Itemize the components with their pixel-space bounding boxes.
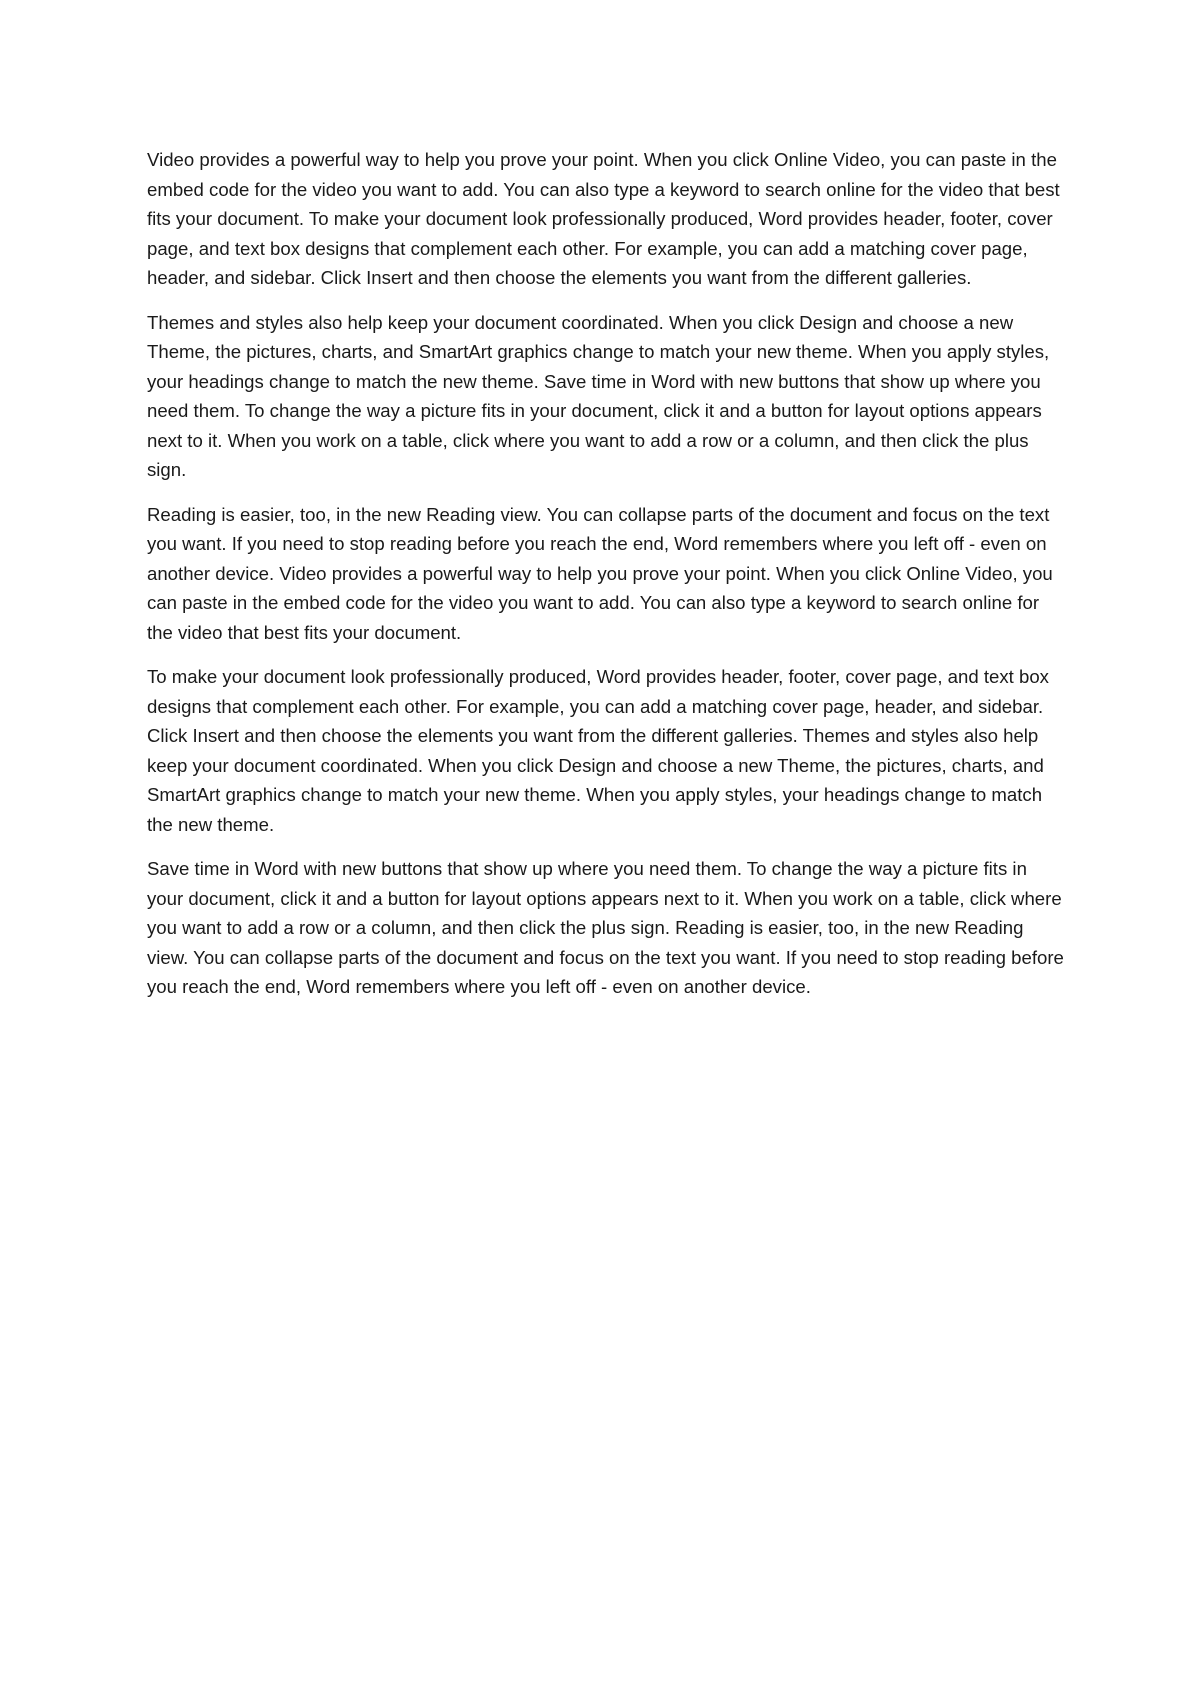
paragraph-5: Save time in Word with new buttons that show up where you need them. To change the way a picture fits in your document, click it and a button for layout options appears next to it. When you work on a table, click where you want to add a row or a column, and then click the plus sign. Reading is easier, too, in the new Reading view. You can collapse parts of the document and focus on the text you want. If you need to stop reading before you reach the end, Word remembers where you left off - even on another device. [147, 858, 1064, 997]
paragraph-4: To make your document look professionally produced, Word provides header, footer, cover page, and text box designs that complement each other. For example, you can add a matching cover page, header, and sidebar. Click Insert and then choose the elements you want from the different galleries. Themes and styles also help keep your document coordinated. When you click Design and choose a new Theme, the pictures, charts, and SmartArt graphics change to match your new theme. When you apply styles, your headings change to match the new theme. [147, 666, 1049, 835]
paragraph-2: Themes and styles also help keep your document coordinated. When you click Design and choose a new Theme, the pictures, charts, and SmartArt graphics change to match your new theme. When you apply styles, your headings change to match the new theme. Save time in Word with new buttons that show up where you need them. To change the way a picture fits in your document, click it and a button for layout options appears next to it. When you work on a table, click where you want to add a row or a column, and then click the plus sign. [147, 311, 1050, 480]
paragraph-1: Video provides a powerful way to help you prove your point. When you click Online Video, you can paste in the embed code for the video you want to add. You can also type a keyword to search online for the video that best fits your document. To make your document look professionally produced, Word provides header, footer, cover page, and text box designs that complement each other. For example, you can add a matching cover page, header, and sidebar. Click Insert and then choose the elements you want from the different galleries. [147, 149, 1060, 288]
paragraph-3: Reading is easier, too, in the new Reading view. You can collapse parts of the document and focus on the text you want. If you need to stop reading before you reach the end, Word remembers where you left off - even on another device. Video provides a powerful way to help you prove your point. When you click Online Video, you can paste in the embed code for the video you want to add. You can also type a keyword to search online for the video that best fits your document. [147, 503, 1053, 643]
document-body [147, 145, 1067, 1017]
